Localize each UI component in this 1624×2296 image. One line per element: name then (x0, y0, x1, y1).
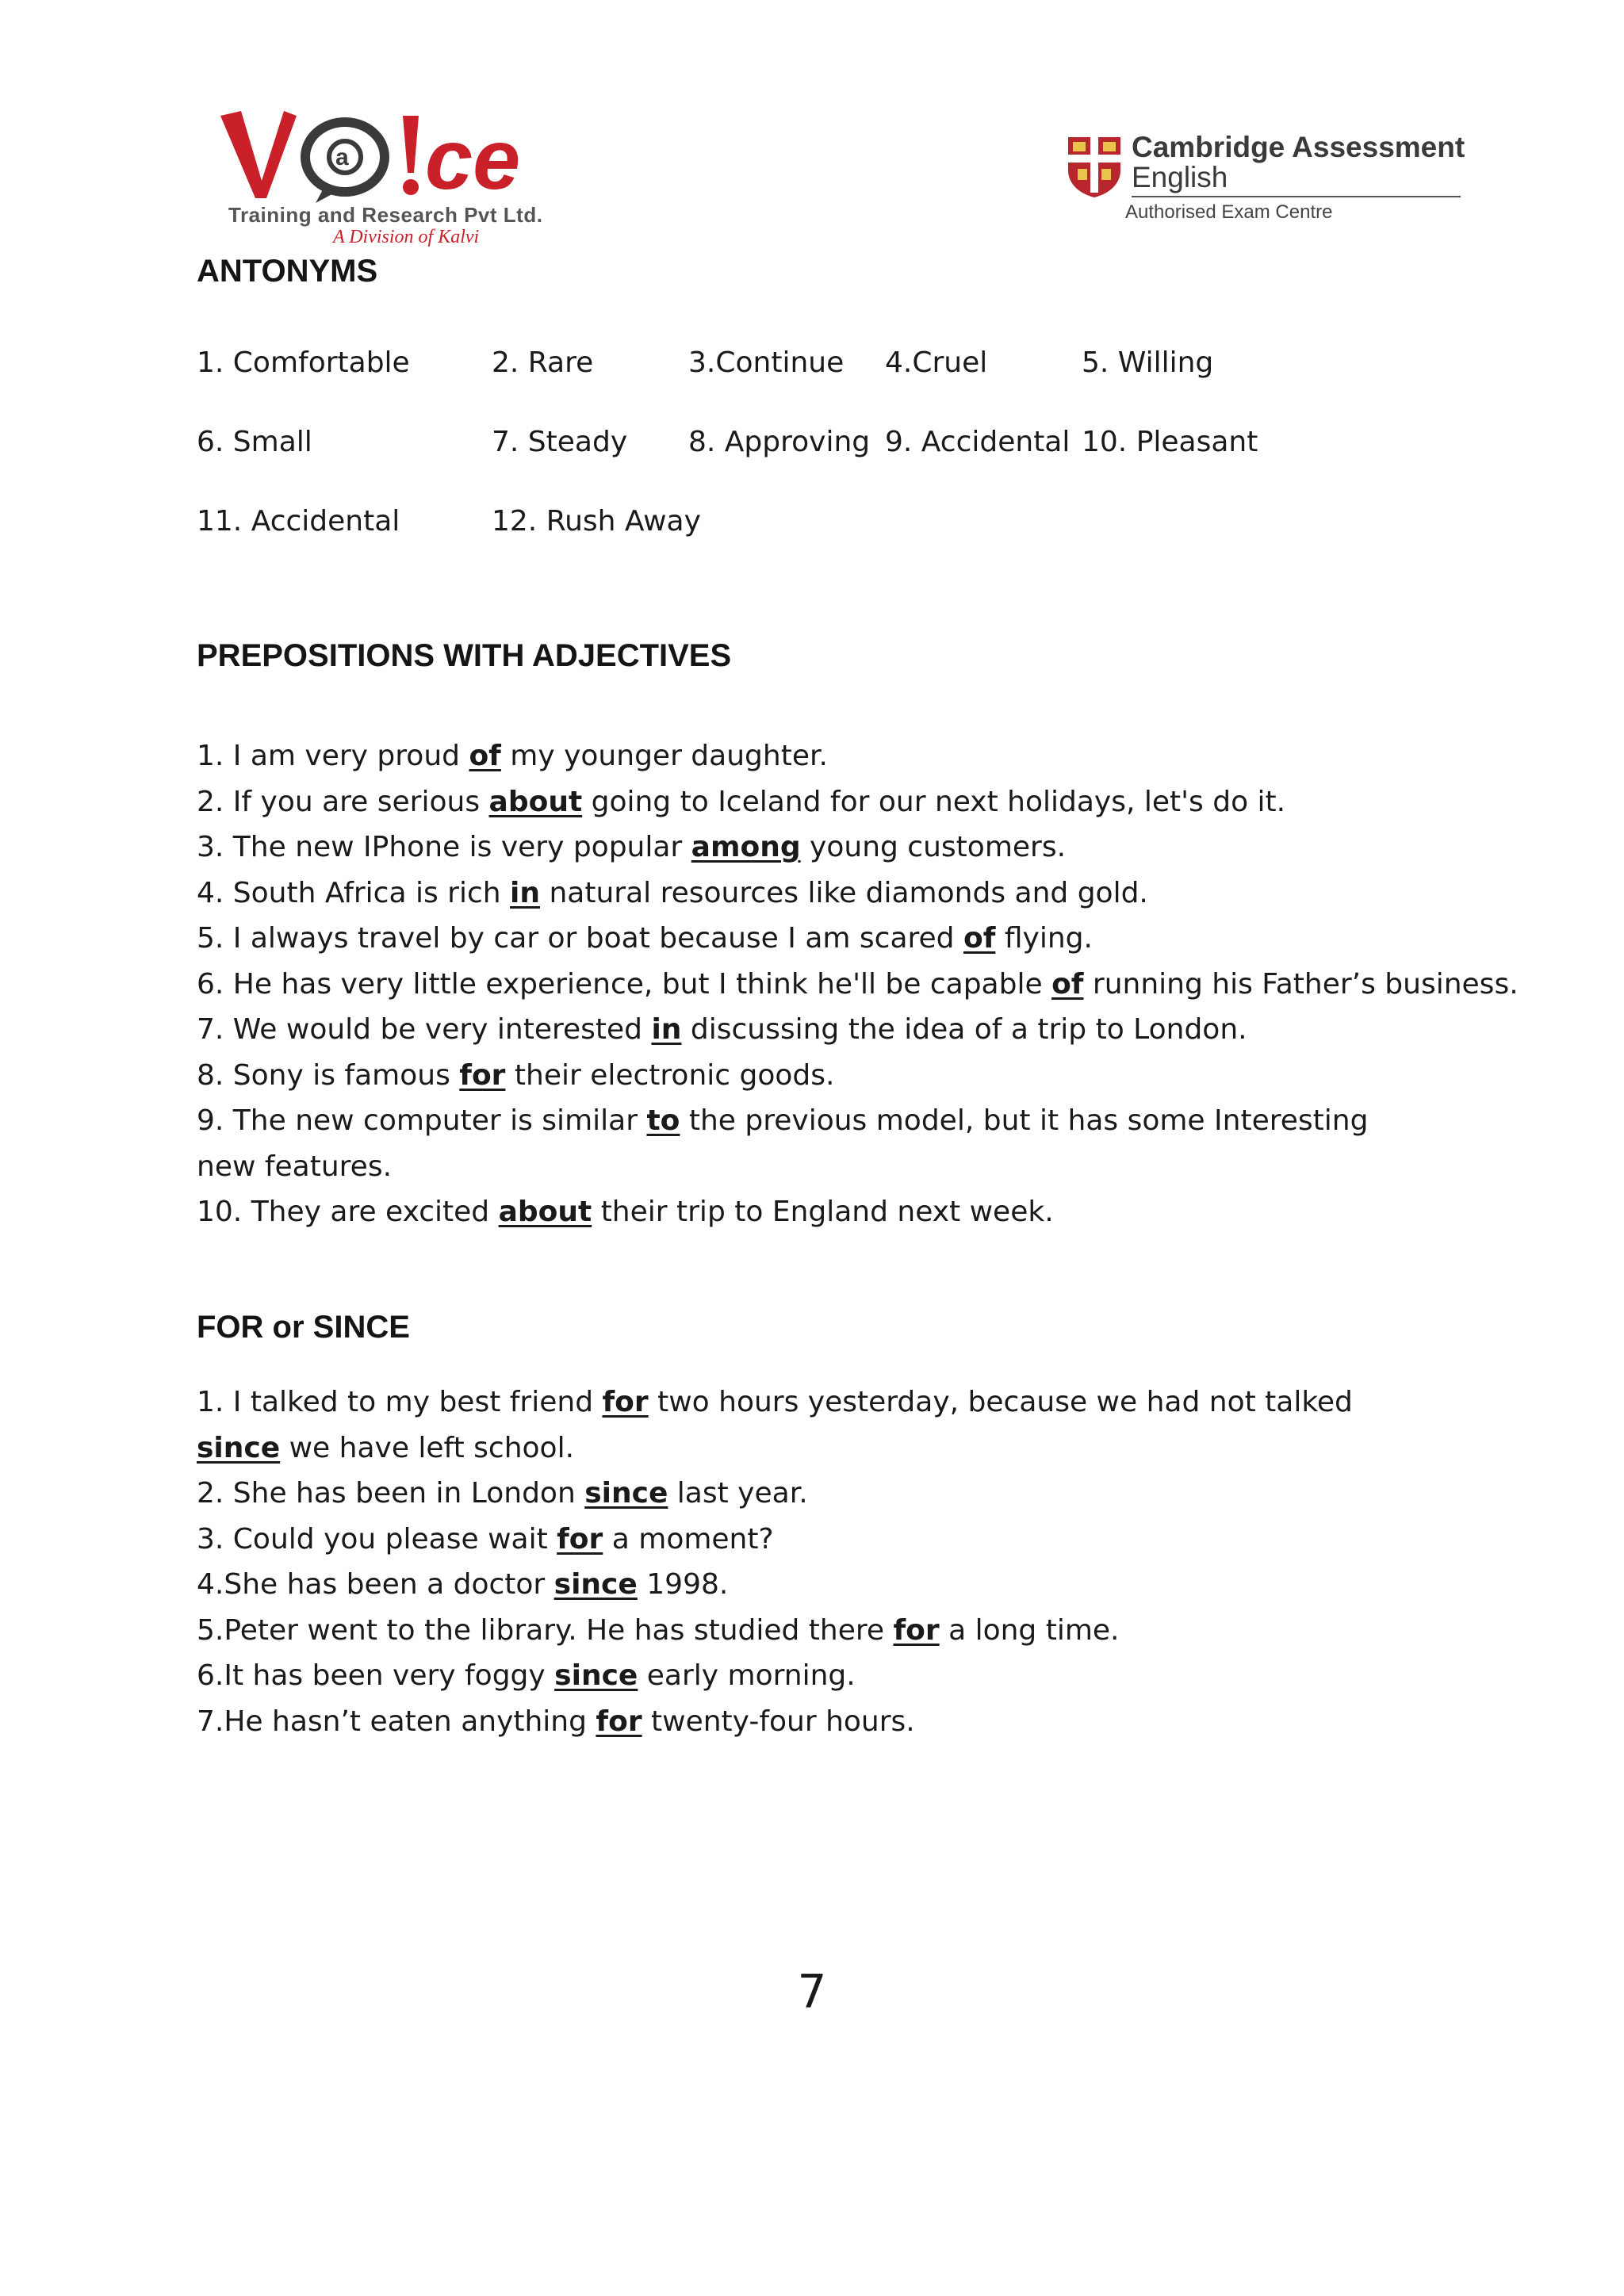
list-item (197, 1471, 1434, 1517)
voice-wordmark-icon (214, 101, 555, 205)
antonym-item: 10. Pleasant (1082, 426, 1258, 458)
prepositions-heading: PREPOSITIONS WITH ADJECTIVES (197, 638, 732, 673)
answer-word: in (510, 876, 541, 909)
cambridge-line2: English (1132, 161, 1228, 193)
answer-word: about (498, 1196, 592, 1228)
answer-word: for (596, 1705, 642, 1738)
answer-word: of (1051, 967, 1084, 1001)
page-number: 7 (797, 1965, 827, 2019)
list-item (197, 1562, 1434, 1608)
antonym-item: 5. Willing (1082, 346, 1214, 379)
antonym-item: 4.Cruel (885, 346, 988, 379)
list-item (197, 962, 1519, 1008)
antonym-item: 11. Accidental (197, 505, 400, 538)
answer-word: since (553, 1568, 638, 1601)
answer-word: about (488, 785, 583, 818)
sentence-text: 4.She has been a doctor (197, 1568, 554, 1601)
answer-word: among (691, 831, 801, 863)
answer-word: for (893, 1613, 940, 1647)
antonym-item: 8. Approving (688, 426, 871, 458)
sentence-text: early morning. (638, 1659, 856, 1692)
sentence-text: a moment? (603, 1522, 774, 1556)
sentence-text: 3. Could you please wait (197, 1522, 557, 1556)
list-item (197, 1007, 1434, 1053)
list-item (197, 1098, 1434, 1189)
svg-text:a: a (335, 144, 349, 170)
voice-logo (214, 101, 555, 248)
answer-word: of (963, 922, 996, 955)
sentence-text: 9. The new computer is similar (197, 1104, 647, 1137)
sentence-text: 2. If you are serious (197, 785, 489, 818)
sentence-text: 6.It has been very foggy (197, 1659, 555, 1692)
sentence-text: my younger daughter. (500, 740, 828, 772)
antonym-item: 2. Rare (492, 346, 594, 379)
list-item (197, 871, 1434, 916)
svg-text:ce: ce (425, 111, 521, 205)
sentence-text: last year. (668, 1477, 808, 1510)
answer-word: in (651, 1013, 682, 1046)
list-item (197, 1380, 1434, 1471)
sentence-text: 5. I always travel by car or boat because I am scared (197, 922, 963, 955)
answer-word: for (602, 1386, 649, 1418)
sentence-text: the previous model, but it has some Interesting new features. (197, 1104, 1369, 1183)
sentence-text: twenty-four hours. (642, 1705, 915, 1738)
list-item (197, 733, 1434, 779)
list-item (197, 1053, 1434, 1099)
sentence-text: 7.He hasn’t eaten anything (197, 1705, 596, 1738)
list-item (197, 1189, 1434, 1235)
cambridge-divider (1132, 196, 1461, 197)
sentence-text: 6. He has very little experience, but I think he'll be capable (197, 967, 1052, 1001)
cambridge-line1: Cambridge Assessment (1132, 131, 1465, 163)
antonym-item: 1. Comfortable (197, 346, 410, 379)
sentence-text: 4. South Africa is rich (197, 876, 511, 909)
sentence-text: 1. I talked to my best friend (197, 1386, 603, 1418)
voice-tagline: Training and Research Pvt Ltd. (228, 203, 543, 227)
list-item (197, 916, 1434, 962)
sentence-text: their electronic goods. (505, 1058, 835, 1092)
sentence-text: running his Father’s business. (1083, 967, 1519, 1001)
sentence-text: 10. They are excited (197, 1196, 499, 1228)
sentence-text: their trip to England next week. (592, 1196, 1054, 1228)
answer-word: since (197, 1431, 281, 1464)
sentence-text: two hours yesterday, because we had not talked (648, 1386, 1353, 1418)
cambridge-logo (1067, 131, 1463, 234)
voice-division: A Division of Kalvi (333, 227, 480, 247)
sentence-text: natural resources like diamonds and gold. (540, 876, 1148, 909)
sentence-text: we have left school. (280, 1431, 575, 1464)
list-item (197, 1699, 1434, 1745)
sentence-text: 1998. (637, 1568, 729, 1601)
sentence-text: flying. (995, 922, 1093, 955)
sentence-text: a long time. (939, 1613, 1120, 1647)
list-item (197, 779, 1434, 825)
antonym-item: 9. Accidental (885, 426, 1071, 458)
cambridge-shield-icon (1067, 136, 1122, 199)
antonym-item: 3.Continue (688, 346, 845, 379)
antonym-item: 6. Small (197, 426, 312, 458)
sentence-text: 3. The new IPhone is very popular (197, 831, 691, 863)
list-item (197, 1517, 1434, 1563)
antonym-item: 7. Steady (492, 426, 628, 458)
list-item (197, 1608, 1434, 1654)
sentence-text: 2. She has been in London (197, 1477, 585, 1510)
answer-word: since (554, 1659, 638, 1692)
answer-word: for (557, 1522, 603, 1556)
answer-word: for (459, 1058, 506, 1092)
sentence-text: 8. Sony is famous (197, 1058, 460, 1092)
sentence-text: 5.Peter went to the library. He has studied there (197, 1613, 894, 1647)
sentence-text: going to Iceland for our next holidays, let's do it. (582, 785, 1286, 818)
antonym-item: 12. Rush Away (492, 505, 701, 538)
sentence-text: discussing the idea of a trip to London. (681, 1013, 1247, 1046)
sentence-text: young customers. (800, 831, 1067, 863)
prepositions-list (197, 733, 1519, 1235)
list-item (197, 825, 1434, 871)
answer-word: of (469, 740, 501, 772)
sentence-text: 1. I am very proud (197, 740, 469, 772)
for-since-heading: FOR or SINCE (197, 1310, 410, 1345)
sentence-text: 7. We would be very interested (197, 1013, 652, 1046)
antonyms-heading: ANTONYMS (197, 254, 378, 289)
for-since-list (197, 1380, 1434, 1744)
list-item (197, 1653, 1434, 1699)
answer-word: to (646, 1104, 680, 1137)
answer-word: since (584, 1477, 668, 1510)
cambridge-subtitle: Authorised Exam Centre (1125, 201, 1333, 223)
